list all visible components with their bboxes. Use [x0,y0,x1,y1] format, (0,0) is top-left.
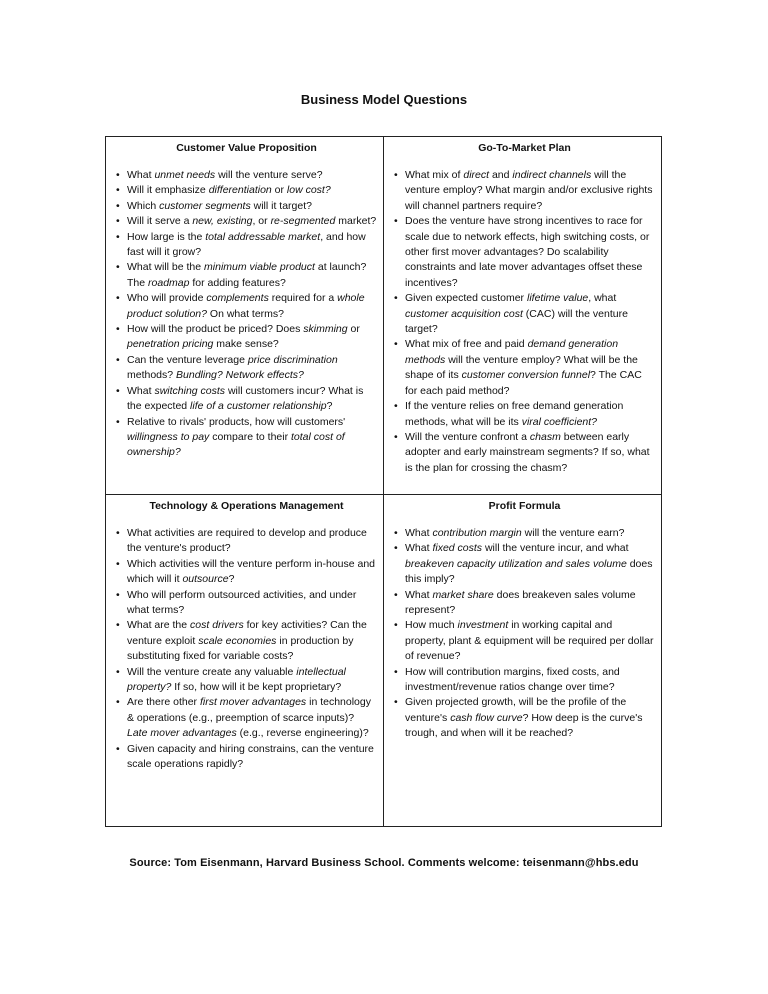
question-item: • What are the cost drivers for key activities? Can the venture exploit scale economies in production by substituting fixed for variable costs? [116,618,377,664]
section-heading: Technology & Operations Management [149,500,344,512]
section-profit-formula [384,495,661,826]
question-list [394,526,655,742]
section-heading: Profit Formula [488,500,561,512]
question-item: • How much investment in working capital and property, plant & equipment will be required per dollar of revenue? [394,618,655,664]
question-item: • How large is the total addressable market, and how fast will it grow? [116,230,377,261]
question-item: • Can the venture leverage price discrimination methods? Bundling? Network effects? [116,353,377,384]
question-item: • Which customer segments will it target? [116,199,377,214]
question-list [394,168,655,476]
question-item: • What market share does breakeven sales volume represent? [394,588,655,619]
question-item: • Will the venture create any valuable intellectual property? If so, how will it be kept proprietary? [116,665,377,696]
section-technology-operations [106,495,384,826]
section-heading: Customer Value Proposition [176,142,317,154]
question-item: • What unmet needs will the venture serve? [116,168,377,183]
question-item: • Will it emphasize differentiation or low cost? [116,183,377,198]
section-heading: Go-To-Market Plan [478,142,571,154]
question-item: • What contribution margin will the venture earn? [394,526,655,541]
question-item: • Given projected growth, will be the profile of the venture's cash flow curve? How deep is the curve's trough, and when will it be reached? [394,695,655,741]
question-list [116,526,377,773]
question-item: • What fixed costs will the venture incur, and what breakeven capacity utilization and sales volume does this imply? [394,541,655,587]
question-item: • Who will provide complements required for a whole product solution? On what terms? [116,291,377,322]
source-note: Source: Tom Eisenmann, Harvard Business School. Comments welcome: teisenmann@hbs.edu [129,857,639,869]
question-item: • What mix of direct and indirect channels will the venture employ? What margin and/or exclusive rights will channel partners require? [394,168,655,214]
question-item: • Who will perform outsourced activities, and under what terms? [116,588,377,619]
question-item: • Given expected customer lifetime value, what customer acquisition cost (CAC) will the venture target? [394,291,655,337]
question-item: • What switching costs will customers incur? What is the expected life of a customer relationship? [116,384,377,415]
question-item: • What will be the minimum viable product at launch? The roadmap for adding features? [116,260,377,291]
question-item: • What mix of free and paid demand generation methods will the venture employ? What will be the shape of its customer conversion funnel? The CAC for each paid method? [394,337,655,399]
page-title: Business Model Questions [300,92,468,107]
question-item: • How will the product be priced? Does skimming or penetration pricing make sense? [116,322,377,353]
question-item: • How will contribution margins, fixed costs, and investment/revenue ratios change over time? [394,665,655,696]
question-item: • Will the venture confront a chasm between early adopter and early mainstream segments? If so, what is the plan for crossing the chasm? [394,430,655,476]
question-item: • What activities are required to develop and produce the venture's product? [116,526,377,557]
question-item: • Will it serve a new, existing, or re-segmented market? [116,214,377,229]
section-go-to-market-plan [384,137,661,495]
question-item: • If the venture relies on free demand generation methods, what will be its viral coefficient? [394,399,655,430]
question-item: • Given capacity and hiring constrains, can the venture scale operations rapidly? [116,742,377,773]
question-item: • Does the venture have strong incentives to race for scale due to network effects, high switching costs, or other first mover advantages? Do scalability constraints and late mover advantages offset these incentives? [394,214,655,291]
question-item: • Relative to rivals' products, how will customers' willingness to pay compare to their total cost of ownership? [116,415,377,461]
question-item: • Are there other first mover advantages in technology & operations (e.g., preemption of scarce inputs)? Late mover advantages (e.g., reverse engineering)? [116,695,377,741]
question-list [116,168,377,461]
question-grid [105,136,662,827]
section-customer-value-proposition [106,137,384,495]
question-item: • Which activities will the venture perform in-house and which will it outsource? [116,557,377,588]
